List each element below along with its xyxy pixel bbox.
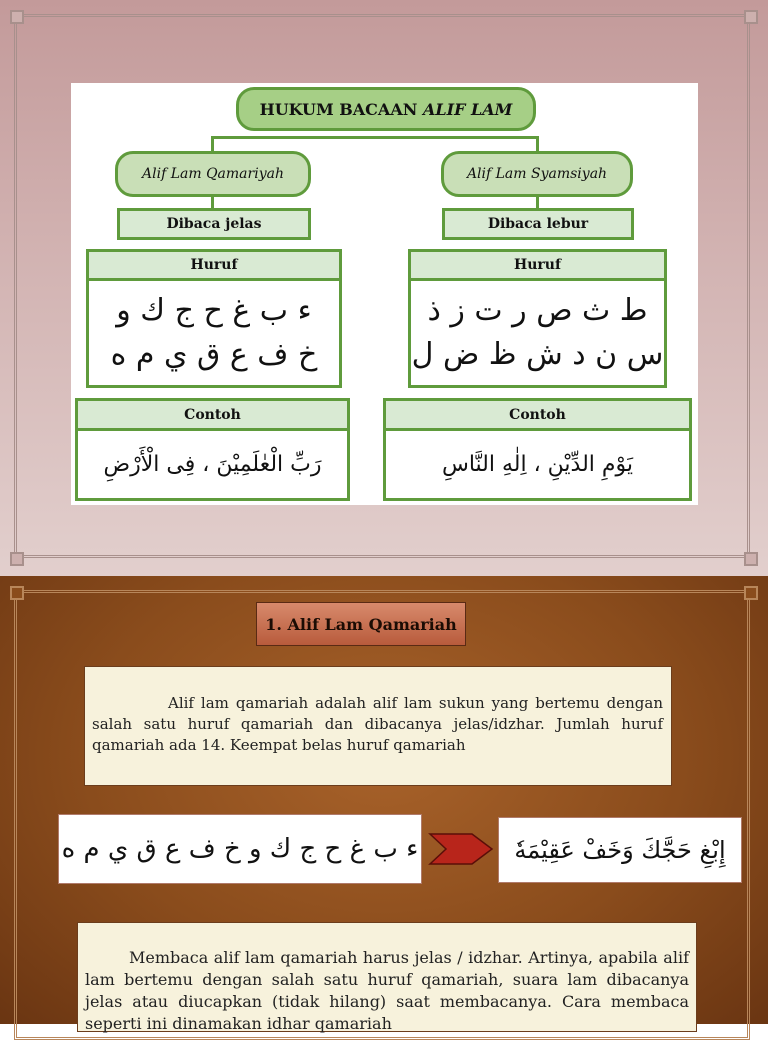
diagram-title xyxy=(236,87,536,131)
qamariyah-label-text: Alif Lam Qamariyah xyxy=(142,166,284,182)
qamariyah-letters-row1: ء ب غ ح ج ك و xyxy=(116,293,312,328)
frame-corner xyxy=(744,586,758,600)
qamariyah-contoh-header xyxy=(75,398,350,431)
section-heading-text: 1. Alif Lam Qamariah xyxy=(265,614,457,634)
qamariyah-reading-text: Dibaca jelas xyxy=(166,216,262,232)
section-heading xyxy=(256,602,466,646)
mnemonic-box xyxy=(498,817,742,883)
qamariyah-huruf-header xyxy=(86,249,342,281)
explanation-text: Membaca alif lam qamariah harus jelas / idzhar. Artinya, apabila alif lam bertemu dengan salah satu huruf qamariah, suara lam dibacanya jelas atau diucapkan (tidak hilang) saat membacanya. Cara membaca seperti ini dinamakan idhar qamariah xyxy=(85,948,689,1033)
frame-corner xyxy=(10,552,24,566)
diagram-title-italic: ALIF LAM xyxy=(422,99,513,119)
qamariyah-letters-row2: خ ف ع ق ي م ه xyxy=(110,337,318,372)
frame-corner xyxy=(10,586,24,600)
qamariyah-example-text: رَبِّ الْعٰلَمِيْنَ ، فِى الْأَرْضِ xyxy=(103,452,322,477)
syamsiyah-letters xyxy=(408,278,667,388)
arrow-right-icon xyxy=(428,830,496,868)
frame-corner xyxy=(744,552,758,566)
diagram-title-text: HUKUM BACAAN xyxy=(259,99,418,119)
qamariyah-letters xyxy=(86,278,342,388)
definition-paragraph xyxy=(84,666,672,786)
syamsiyah-label-text: Alif Lam Syamsiyah xyxy=(466,166,608,182)
definition-text: Alif lam qamariah adalah alif lam sukun yang bertemu dengan salah satu huruf qamariah dan dibacanya jelas/idzhar. Jumlah huruf qamariah ada 14. Keempat belas huruf qamariah xyxy=(92,694,663,754)
qamariyah-example xyxy=(75,428,350,501)
syamsiyah-huruf-header xyxy=(408,249,667,281)
qamariyah-huruf-label: Huruf xyxy=(190,257,238,273)
explanation-paragraph xyxy=(77,922,697,1032)
slide-2 xyxy=(0,576,768,1033)
qamariyah-label xyxy=(115,151,311,197)
syamsiyah-example-text: يَوْمِ الدِّيْنِ ، اِلٰهِ النَّاسِ xyxy=(441,452,634,477)
syamsiyah-reading-text: Dibaca lebur xyxy=(487,216,589,232)
qamariyah-contoh-label: Contoh xyxy=(184,406,241,423)
connector-horizontal xyxy=(211,136,538,139)
syamsiyah-contoh-label: Contoh xyxy=(509,406,566,423)
alif-lam-diagram xyxy=(71,83,698,505)
syamsiyah-label xyxy=(441,151,633,197)
qamariah-letters-box xyxy=(58,814,422,884)
syamsiyah-letters-row2: س ن د ش ظ ض ل xyxy=(411,337,664,372)
mnemonic-text: إِبْغِ حَجَّكَ وَخَفْ عَقِيْمَهٗ xyxy=(514,836,726,864)
syamsiyah-contoh-header xyxy=(383,398,692,431)
frame-corner xyxy=(744,10,758,24)
syamsiyah-example xyxy=(383,428,692,501)
qamariyah-reading xyxy=(117,208,311,240)
syamsiyah-huruf-label: Huruf xyxy=(514,257,561,273)
syamsiyah-letters-row1: ط ث ص ر ت ز ذ xyxy=(427,293,648,328)
qamariah-letters-text: ء ب غ ح ج ك و خ ف ع ق ي م ه xyxy=(61,834,419,864)
frame-corner xyxy=(10,10,24,24)
syamsiyah-reading xyxy=(442,208,634,240)
